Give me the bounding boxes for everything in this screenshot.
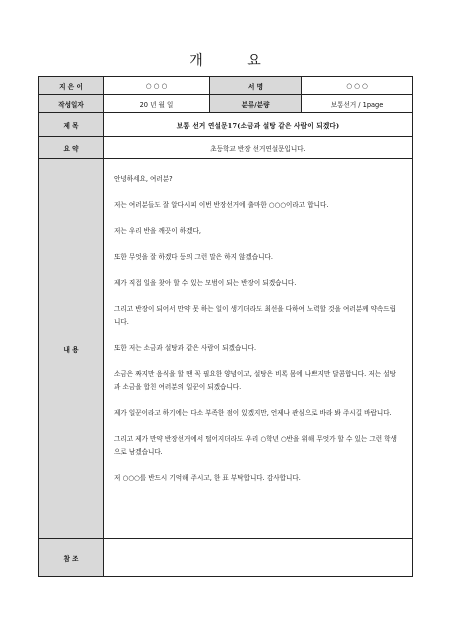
category-label: 분류/분량: [210, 95, 302, 113]
content-row: [39, 159, 413, 539]
reference-value: [104, 539, 413, 577]
page-title: 개 요: [189, 53, 281, 69]
summary-value: 초등학교 반장 선거연설문입니다.: [104, 137, 413, 159]
category-value: 보통선거 / 1page: [302, 95, 413, 113]
summary-row: [39, 137, 413, 159]
reference-label: 참 조: [39, 539, 104, 577]
reference-row: [39, 539, 413, 577]
subject-value: 보통 선거 연설문17(소금과 설탕 같은 사람이 되겠다): [104, 113, 413, 137]
author-label: 지 은 이: [39, 77, 104, 95]
author-value: ○ ○ ○: [104, 77, 210, 95]
signature-label: 서 명: [210, 77, 302, 95]
subject-row: [39, 113, 413, 137]
paragraph: 또한 무엇을 잘 하겠다 등의 그런 말은 하지 않겠습니다.: [114, 253, 273, 261]
paragraph: 그리고 반장이 되어서 만약 못 하는 일이 생기더라도 최선을 다하여 노력할 것을 여러분께 약속드립니다.: [114, 305, 397, 326]
paragraph: 또한 저는 소금과 설탕과 같은 사람이 되겠습니다.: [114, 344, 257, 352]
paragraph: 안녕하세요, 여러분?: [114, 175, 173, 183]
subject-label: 제 목: [39, 113, 104, 137]
date-value: 20 년 월 일: [104, 95, 210, 113]
paragraph: 저는 우리 반을 깨끗이 하겠다,: [114, 227, 201, 235]
content-label: 내 용: [39, 159, 104, 539]
author-row: [39, 77, 413, 95]
paragraph: 저는 여러분들도 잘 알다시피 이번 반장선거에 출마한 ○○○이라고 합니다.: [114, 201, 329, 209]
summary-label: 요 약: [39, 137, 104, 159]
date-label: 작성일자: [39, 95, 104, 113]
paragraph: 그리고 제가 만약 반장선거에서 떨어지더라도 우리 ○학년 ○반을 위해 무엇가 할 수 있는 그런 학생으로 남겠습니다.: [114, 435, 397, 456]
signature-value: ○ ○ ○: [302, 77, 413, 95]
paragraph: 제가 일꾼이라고 하기에는 다소 부족한 점이 있겠지만, 언제나 관심으로 바라 봐 주시길 바랍니다.: [114, 409, 392, 417]
content-body: [104, 159, 413, 539]
paragraph: 저 ○○○를 반드시 기억해 주시고, 한 표 부탁합니다. 감사합니다.: [114, 474, 301, 482]
paragraph: 제가 직접 일을 찾아 할 수 있는 모범이 되는 반장이 되겠습니다.: [114, 279, 297, 287]
overview-form-table: [38, 76, 413, 577]
paragraph: 소금은 짜지만 음식을 할 땐 꼭 필요한 양념이고, 설탕은 비록 몸에 나쁘지만 달콤합니다. 저는 설탕과 소금을 합친 여러분의 일꾼이 되겠습니다.: [114, 370, 396, 391]
date-row: [39, 95, 413, 113]
